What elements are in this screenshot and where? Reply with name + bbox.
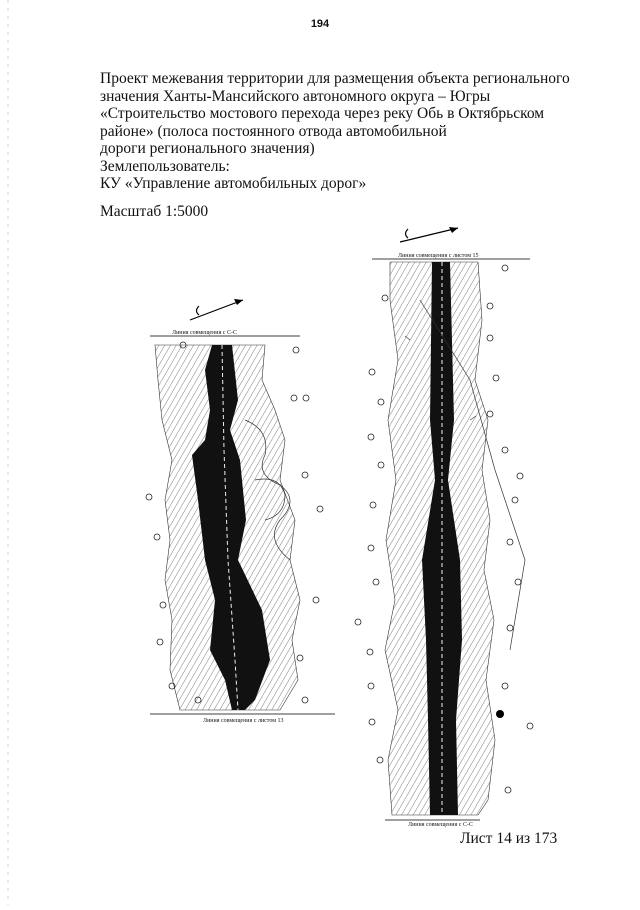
match-line-caption: Линия совмещения с листом 15 bbox=[398, 253, 479, 259]
match-line-caption: Линия совмещения с С-С bbox=[172, 330, 237, 336]
title-line: «Строительство мостового перехода через реку Обь в Октябрьском bbox=[100, 105, 545, 122]
title-line: дороги регионального значения) bbox=[100, 140, 315, 157]
match-line-caption: Линия совмещения с С-С bbox=[408, 822, 473, 828]
north-arrow bbox=[190, 300, 243, 320]
map-sheet-left bbox=[146, 299, 335, 724]
map-sheet-right bbox=[355, 227, 533, 828]
land-user-label: Землепользователь: bbox=[100, 157, 230, 175]
land-user-name: КУ «Управление автомобильных дорог» bbox=[100, 175, 367, 192]
match-line-caption: Линия совмещения с листом 13 bbox=[203, 718, 284, 724]
sheet-number: Лист 14 из 173 bbox=[460, 830, 558, 847]
title-line: значения Ханты-Мансийского автономного округа – Югры bbox=[100, 87, 491, 105]
page-number: 194 bbox=[310, 18, 330, 30]
map-scale: Масштаб 1:5000 bbox=[100, 203, 209, 220]
title-line: районе» (полоса постоянного отвода автомобильной bbox=[100, 122, 447, 140]
title-line: Проект межевания территории для размещения объекта регионального bbox=[100, 70, 570, 87]
north-arrow bbox=[400, 228, 458, 242]
